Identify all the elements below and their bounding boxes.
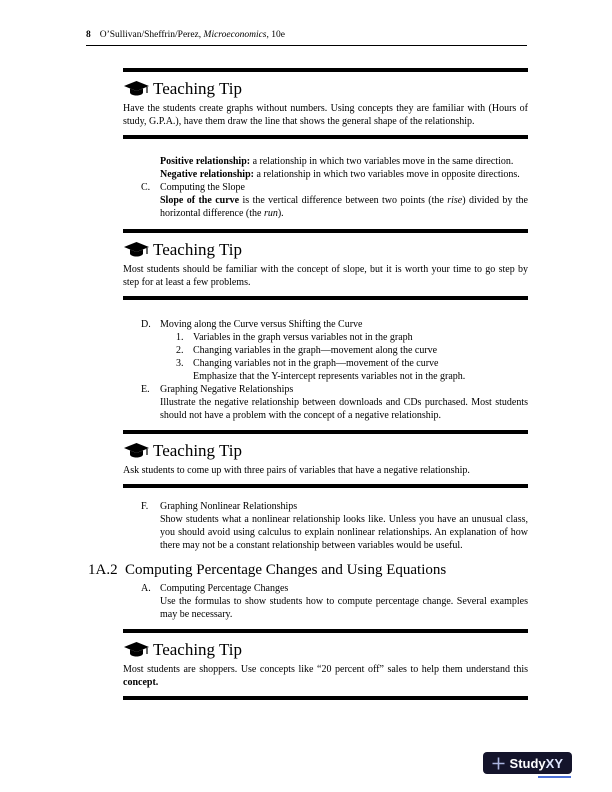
divider-bar [123,229,528,233]
outline-block-percentage [123,582,528,621]
outline-title: Computing the Slope [160,182,245,193]
outline-label: D. [141,319,151,330]
tip-body [123,663,528,689]
definition-positive: a relationship in which two variables move in the same direction. [250,156,514,167]
page-header [86,30,527,46]
tip-heading [124,78,528,99]
divider-bar [123,135,528,139]
term-negative: Negative relationship: [160,169,254,180]
outline-label: F. [141,501,149,512]
graduation-cap-icon [124,443,149,459]
page-number: 8 [86,30,91,40]
outline-block-curves [123,318,528,422]
divider-bar [123,296,528,300]
outline-block-nonlinear [123,500,528,552]
outline-label: A. [141,583,151,594]
outline-f-body: Show students what a nonlinear relationship looks like. Unless you have an unusual class, you should avoid using calculus to explain nonlinear relationships. An explanation of how there may not be a constant relationship between variables would be useful. [160,514,528,551]
outline-item-d [123,318,528,331]
outline-subitem-text: Variables in the graph versus variables not in the graph [193,332,413,343]
outline-item-f [123,500,528,513]
term-run: run [263,208,278,219]
teaching-tip-3 [123,430,528,488]
teaching-tip-1 [123,68,528,139]
outline-slope-definition [160,194,528,220]
outline-negative-relationship [160,168,528,181]
divider-bar [123,629,528,633]
term-slope: Slope of the curve [160,195,240,206]
outline-title: Computing Percentage Changes [160,583,289,594]
outline-label: C. [141,182,151,193]
logo-text [510,756,563,771]
tip-body: Have the students create graphs without numbers. Using concepts they are familiar with (Hours of study, G.P.A.), have them draw the line that shows the general shape of the relationship. [123,103,528,127]
outline-e-body: Illustrate the negative relationship between downloads and CDs purchased. Most students should not have a problem with the concept of a negative relationship. [160,397,528,421]
outline-number: 1. [176,332,184,343]
divider-bar [123,430,528,434]
slope-text: ) divided by the horizontal difference (the [160,195,528,219]
outline-subitem-1 [123,331,528,344]
plus-icon [492,757,505,770]
outline-subitem-text: Changing variables not in the graph—movement of the curve [193,358,439,369]
outline-title: Moving along the Curve versus Shifting the Curve [160,319,363,330]
tip-title: Teaching Tip [153,78,243,98]
outline-subitem-text: Changing variables in the graph—movement along the curve [193,345,438,356]
tip-body: Most students should be familiar with the concept of slope, but it is worth your time to go step by step for at least a few problems. [123,264,528,288]
outline-number: 2. [176,345,184,356]
divider-bar [123,696,528,700]
tip-heading [124,239,528,260]
tip-heading [124,639,528,660]
section-number: 1A.2 [88,562,118,578]
header-edition: , 10e [266,30,285,40]
outline-subitem-2 [123,344,528,357]
outline-a-body: Use the formulas to show students how to compute percentage change. Several examples may be necessary. [160,596,528,620]
outline-item-e [123,383,528,396]
tip-heading [124,440,528,461]
outline-title: Graphing Nonlinear Relationships [160,501,298,512]
outline-item-c [123,181,528,194]
tip-body-text: Most students are shoppers. Use concepts like “20 percent off” sales to help them understand this [123,664,528,675]
graduation-cap-icon [124,642,149,658]
section-title: Computing Percentage Changes and Using Equations [125,562,447,578]
logo-underline [538,776,571,778]
outline-block-slope [123,155,528,220]
graduation-cap-icon [124,242,149,258]
tip-title: Teaching Tip [153,239,243,259]
logo-text-study: Study [509,755,546,771]
tip-body: Ask students to come up with three pairs of variables that have a negative relationship. [123,465,470,476]
tip-title: Teaching Tip [153,440,243,460]
tip-title: Teaching Tip [153,639,243,659]
teaching-tip-4 [123,629,528,700]
divider-bar [123,484,528,488]
teaching-tip-2 [123,229,528,300]
slope-text: is the vertical difference between two points (the [239,195,448,206]
outline-emphasize-note: Emphasize that the Y-intercept represents variables not in the graph. [193,371,466,382]
outline-title: Graphing Negative Relationships [160,384,294,395]
graduation-cap-icon [124,81,149,97]
definition-negative: a relationship in which two variables move in opposite directions. [253,169,520,180]
studyxy-logo [483,752,572,774]
tip-body-bold: concept. [123,677,159,688]
header-book-title: Microeconomics [203,30,267,40]
term-positive: Positive relationship: [160,156,251,167]
header-authors: O’Sullivan/Sheffrin/Perez, [99,30,204,40]
slope-text: ). [277,208,284,219]
outline-subitem-3 [123,357,528,370]
section-heading [88,562,528,579]
outline-item-a [123,582,528,595]
term-rise: rise [447,195,463,206]
logo-text-xy: XY [545,755,563,771]
outline-positive-relationship [160,155,528,168]
divider-bar [123,68,528,72]
outline-label: E. [141,384,150,395]
outline-number: 3. [176,358,184,369]
